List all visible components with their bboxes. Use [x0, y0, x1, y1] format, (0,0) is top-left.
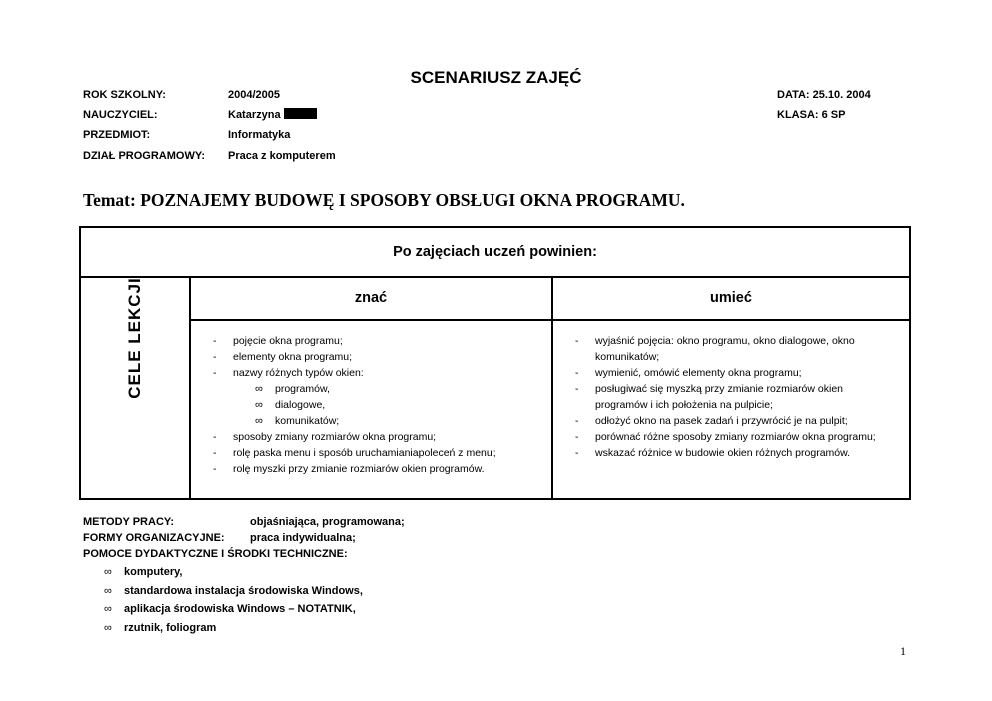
school-year-label: ROK SZKOLNY:: [83, 89, 166, 101]
class-text: KLASA: 6 SP: [777, 109, 846, 121]
know-column: [191, 321, 553, 498]
sub-list-item: ∞ dialogowe,: [255, 399, 326, 411]
sub-list-item: ∞ programów,: [255, 383, 330, 395]
infinity-bullet-icon: ∞: [104, 622, 112, 635]
aids-list: [104, 563, 363, 638]
list-item: - porównać różne sposoby zmiany rozmiarów okna programu;: [575, 431, 876, 443]
list-item: - rolę myszki przy zmianie rozmiarów okien programów.: [213, 463, 485, 475]
list-item: - nazwy różnych typów okien: ∞ programów, ∞ dialogowe, ∞ komunikatów;: [209, 365, 551, 429]
list-item: - odłożyć okno na pasek zadań i przywrócić je na pulpit;: [575, 415, 848, 427]
methods-label: METODY PRACY:: [83, 516, 175, 528]
page-title: SCENARIUSZ ZAJĘĆ: [410, 68, 582, 87]
goals-table: [79, 226, 911, 500]
list-item: - sposoby zmiany rozmiarów okna programu;: [213, 431, 437, 443]
aids-label: POMOCE DYDAKTYCZNE I ŚRODKI TECHNICZNE:: [83, 547, 348, 560]
redaction-block: [284, 108, 317, 119]
list-item: ∞ komputery,: [104, 563, 363, 582]
forms-label: FORMY ORGANIZACYJNE:: [83, 531, 225, 544]
list-item: - wskazać różnice w budowie okien różnych programów.: [575, 447, 851, 459]
list-item: - wyjaśnić pojęcia: okno programu, okno dialogowe, okno komunikatów;: [575, 335, 855, 363]
goals-side-cell: [81, 276, 191, 498]
can-column-header: umieć: [553, 276, 909, 321]
infinity-bullet-icon: ∞: [255, 383, 263, 395]
list-item: ∞ standardowa instalacja środowiska Windows,: [104, 582, 363, 601]
page-number: 1: [900, 644, 906, 658]
section-value: Praca z komputerem: [228, 150, 336, 162]
list-item: ∞ rzutnik, foliogram: [104, 619, 363, 638]
infinity-bullet-icon: ∞: [104, 566, 112, 578]
teacher-field: [228, 108, 317, 122]
school-year-value: 2004/2005: [228, 89, 280, 101]
infinity-bullet-icon: ∞: [255, 415, 263, 427]
goals-side-label: CELE LEKCJI: [125, 277, 144, 399]
subject-value: Informatyka: [228, 129, 291, 141]
list-item: - posługiwać się myszką przy zmianie rozmiarów okien programów i ich położenia na pulpicie;: [575, 383, 844, 411]
teacher-value: Katarzyna: [228, 109, 281, 121]
list-item: ∞ aplikacja środowiska Windows – NOTATNIK,: [104, 600, 363, 619]
know-column-header: znać: [191, 276, 553, 321]
list-item: - wymienić, omówić elementy okna programu;: [575, 367, 802, 379]
infinity-bullet-icon: ∞: [104, 584, 112, 597]
lesson-topic: Temat: POZNAJEMY BUDOWĘ I SPOSOBY OBSŁUGI OKNA PROGRAMU.: [83, 190, 685, 210]
infinity-bullet-icon: ∞: [104, 603, 112, 616]
teacher-label: NAUCZYCIEL:: [83, 109, 158, 121]
infinity-bullet-icon: ∞: [255, 399, 263, 411]
methods-value: objaśniająca, programowana;: [250, 516, 405, 528]
can-column: [553, 321, 909, 498]
methods-section: [83, 515, 405, 562]
subject-label: PRZEDMIOT:: [83, 129, 151, 141]
section-label: DZIAŁ PROGRAMOWY:: [83, 150, 206, 162]
list-item: - rolę paska menu i sposób uruchamianiapoleceń z menu;: [213, 447, 496, 459]
forms-value: praca indywidualna;: [250, 531, 356, 544]
date-text: DATA: 25.10. 2004: [777, 89, 871, 101]
list-item: - pojęcie okna programu;: [213, 335, 343, 347]
goals-header: Po zajęciach uczeń powinien:: [81, 228, 909, 278]
sub-list-item: ∞ komunikatów;: [255, 415, 340, 427]
list-item: - elementy okna programu;: [213, 351, 353, 363]
